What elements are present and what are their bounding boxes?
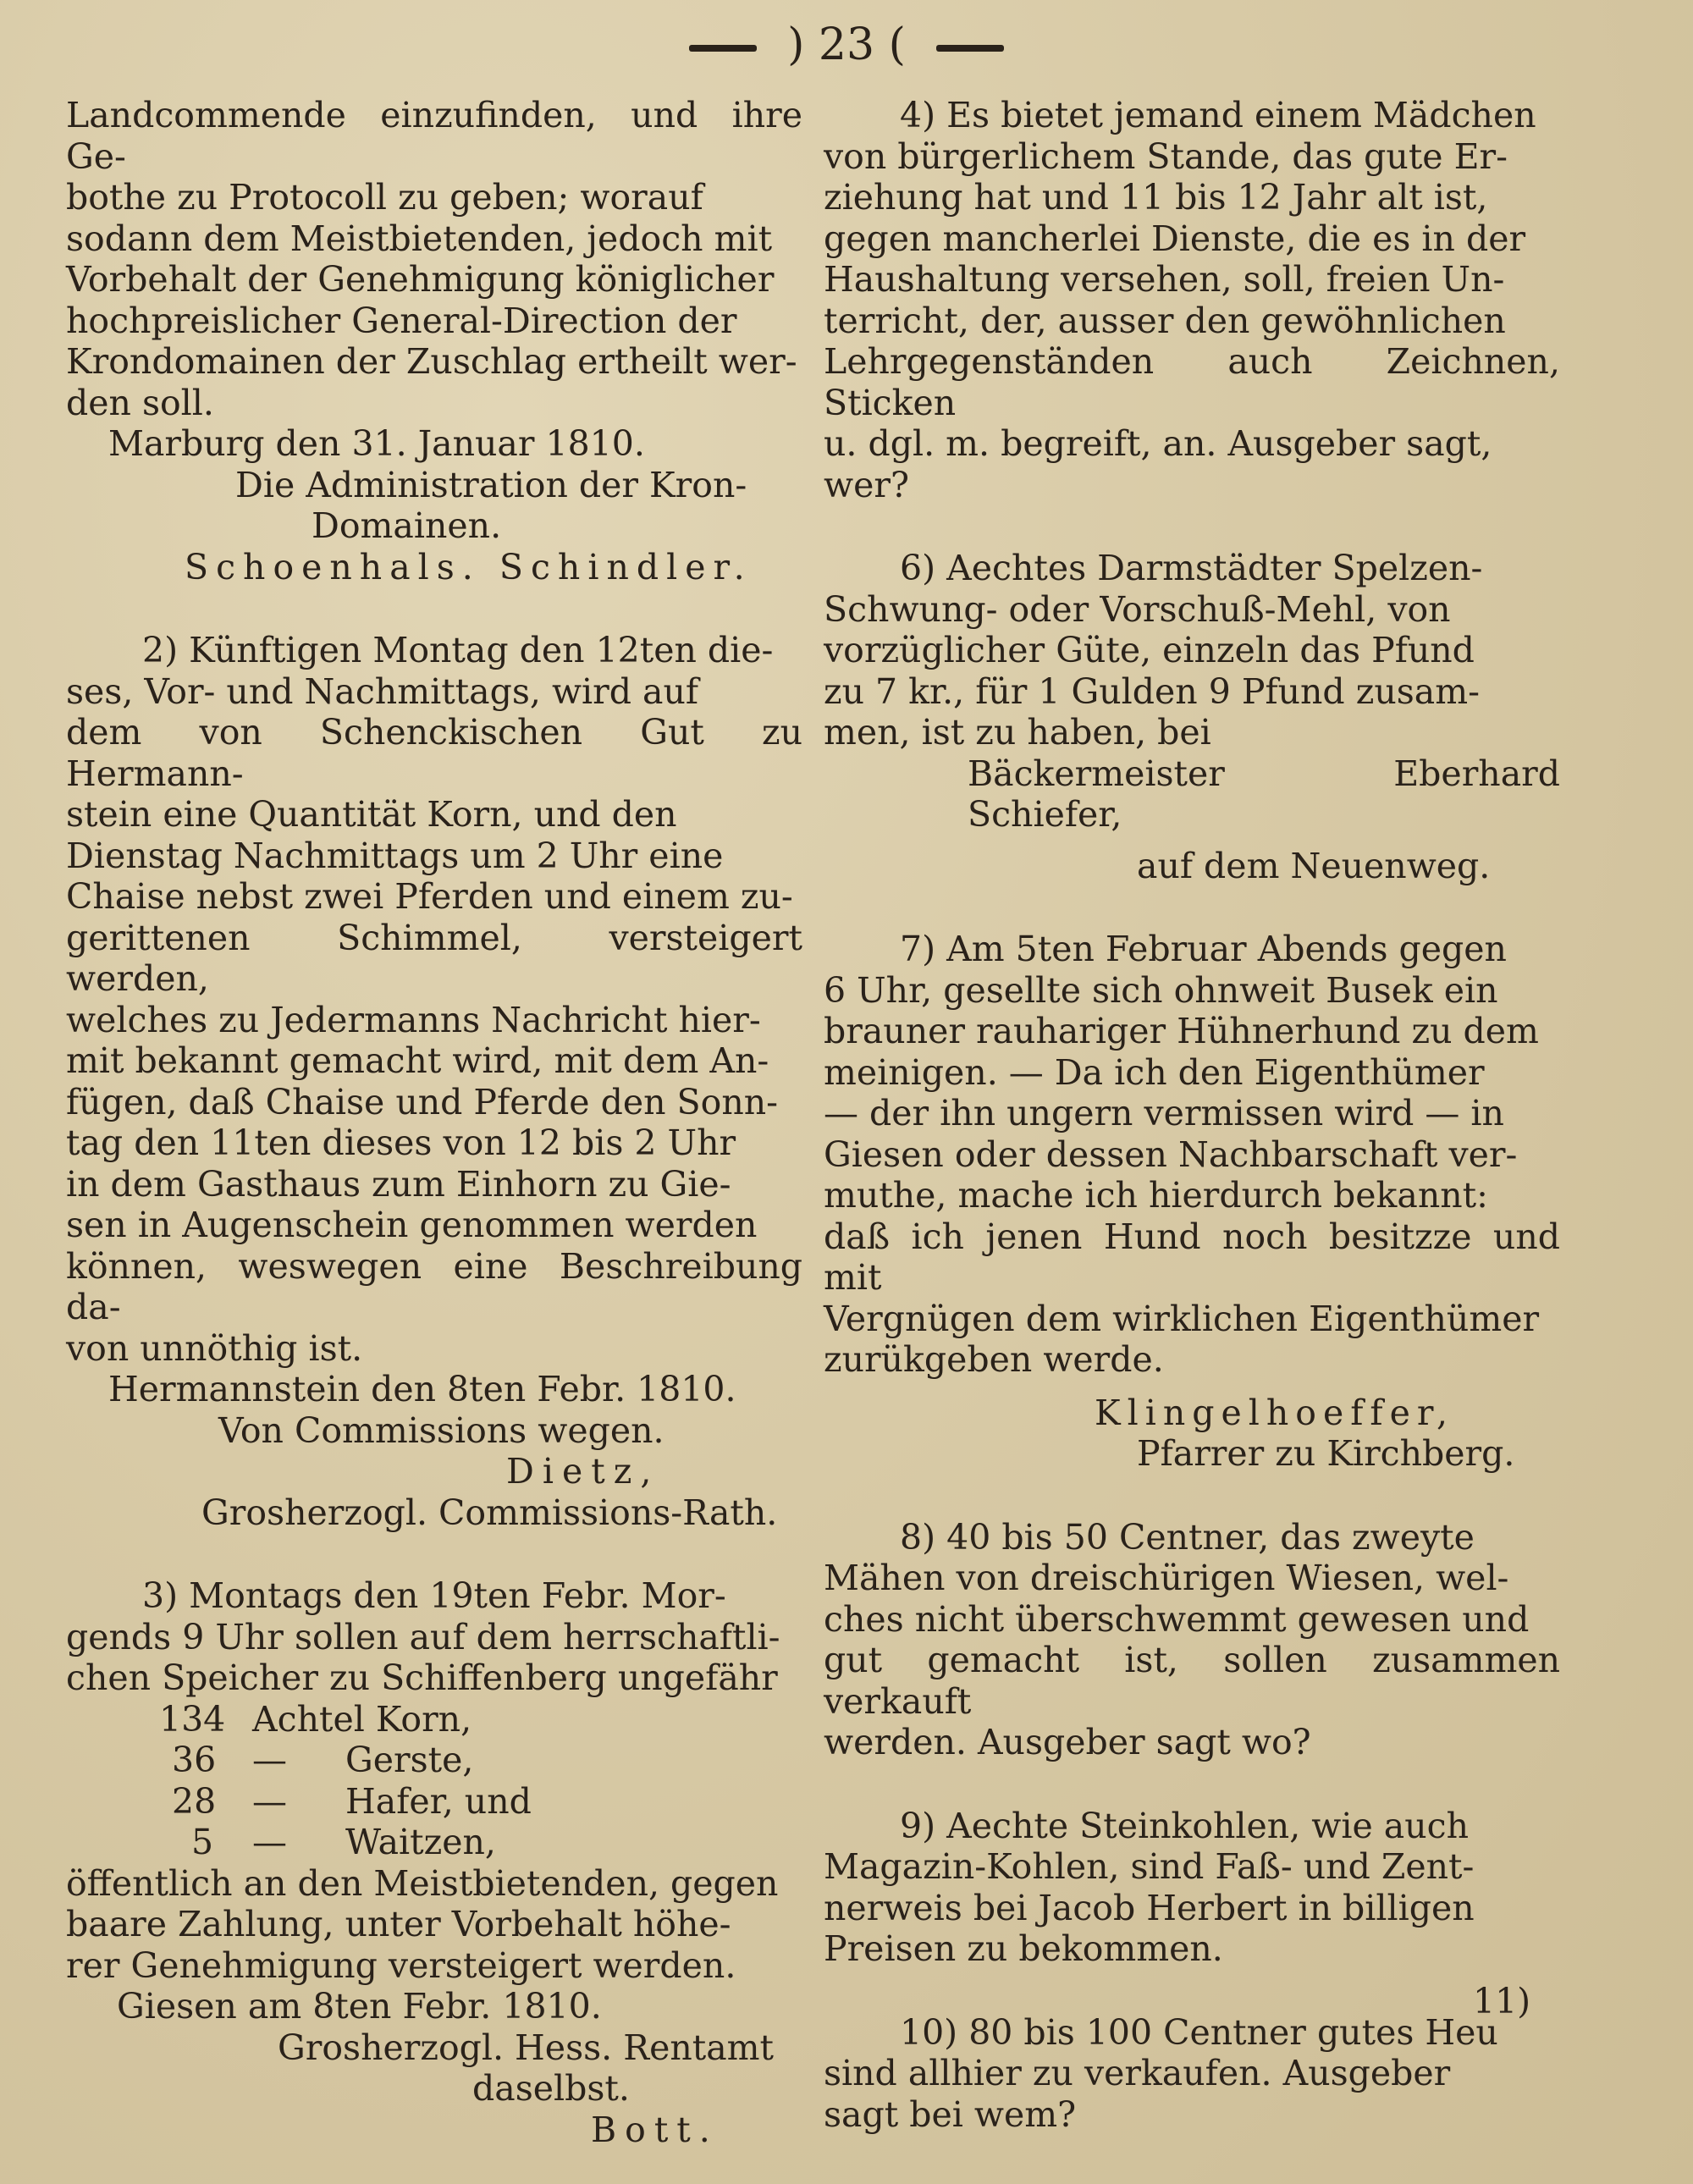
notice-4 xyxy=(824,95,1560,505)
page-header xyxy=(0,15,1693,74)
signature-line: Domainen. xyxy=(312,505,502,546)
text-line: — der ihn ungern vermissen wird — in xyxy=(824,1093,1504,1133)
text-line: terricht, der, ausser den gewöhnlichen xyxy=(824,300,1506,341)
text-line: ziehung hat und 11 bis 12 Jahr alt ist, xyxy=(824,177,1488,218)
text-line: tag den 11ten dieses von 12 bis 2 Uhr xyxy=(66,1122,736,1163)
text-line: meinigen. — Da ich den Eigenthümer xyxy=(824,1051,1485,1093)
grain-list-row xyxy=(66,1699,802,1740)
text-line: wer? xyxy=(824,464,909,505)
text-line: dem von Schenckischen Gut zu Hermann- xyxy=(66,712,802,794)
ditto-dash: — xyxy=(252,1822,287,1862)
text-line: 4) Es bietet jemand einem Mädchen xyxy=(900,95,1536,135)
text-line: Haushaltung versehen, soll, freien Un- xyxy=(824,259,1505,300)
text-line: gut gemacht ist, sollen zusammen verkauft xyxy=(824,1640,1560,1722)
text-line: den soll. xyxy=(66,382,214,423)
header-rule-right xyxy=(936,45,1004,52)
text-line: gends 9 Uhr sollen auf dem herrschaftli- xyxy=(66,1616,780,1657)
text-line: sagt bei wem? xyxy=(824,2093,1077,2135)
text-line: welches zu Jedermanns Nachricht hier- xyxy=(66,999,761,1040)
text-line: Krondomainen der Zuschlag ertheilt wer- xyxy=(66,341,797,382)
notice-date: Giesen am 8ten Febr. 1810. xyxy=(117,1986,602,2027)
spacer xyxy=(824,1763,1560,1806)
text-line: 10) 80 bis 100 Centner gutes Heu xyxy=(900,2011,1498,2053)
grain-item: Achtel Korn, xyxy=(252,1698,472,1740)
signature-line: Bäckermeister Eberhard Schiefer, xyxy=(968,753,1560,835)
text-line: fügen, daß Chaise und Pferde den Sonn- xyxy=(66,1081,778,1122)
text-line: 2) Künftigen Montag den 12ten die- xyxy=(142,630,774,670)
text-line: gerittenen Schimmel, versteigert werden, xyxy=(66,917,802,999)
text-line: Landcommende einzufinden, und ihre Ge- xyxy=(66,95,802,177)
notice-2 xyxy=(66,630,802,1533)
right-column xyxy=(824,95,1560,2135)
notice-10 xyxy=(824,2012,1560,2136)
text-line: 3) Montags den 19ten Febr. Mor- xyxy=(142,1575,726,1616)
text-line: nerweis bei Jacob Herbert in billigen xyxy=(824,1887,1475,1928)
signature-line: Pfarrer zu Kirchberg. xyxy=(1137,1433,1515,1474)
notice-3 xyxy=(66,1575,802,2150)
grain-quantity: 28 xyxy=(172,1780,217,1822)
signature-line: Grosherzogl. Hess. Rentamt xyxy=(278,2027,775,2068)
page-number: ) 23 ( xyxy=(787,19,906,70)
text-line: 6 Uhr, gesellte sich ohnweit Busek ein xyxy=(824,969,1498,1011)
grain-quantity: 5 xyxy=(191,1822,214,1862)
ditto-dash: — xyxy=(252,1780,287,1822)
text-line: Lehrgegenständen auch Zeichnen, Sticken xyxy=(824,341,1560,423)
signature-name: Dietz, xyxy=(506,1451,660,1492)
text-line: können, weswegen eine Beschreibung da- xyxy=(66,1245,802,1327)
grain-list-row xyxy=(66,1822,802,1863)
text-line: men, ist zu haben, bei xyxy=(824,712,1211,753)
signature-names: Schoenhals. Schindler. xyxy=(185,546,753,587)
text-line: 7) Am 5ten Februar Abends gegen xyxy=(900,929,1507,969)
notice-date: Marburg den 31. Januar 1810. xyxy=(108,423,645,464)
text-line: rer Genehmigung versteigert werden. xyxy=(66,1944,736,1986)
spacer xyxy=(824,505,1560,548)
signature-name: Bott. xyxy=(591,2109,719,2150)
text-line: Schwung- oder Vorschuß-Mehl, von xyxy=(824,588,1451,630)
spacer xyxy=(66,1533,802,1575)
notice-9 xyxy=(824,1806,1560,1970)
grain-list-row xyxy=(66,1740,802,1781)
text-line: zurükgeben werde. xyxy=(824,1339,1164,1380)
text-line: öffentlich an den Meistbietenden, gegen xyxy=(66,1862,779,1904)
text-line: vorzüglicher Güte, einzeln das Pfund xyxy=(824,630,1475,670)
signature-line: Grosherzogl. Commissions-Rath. xyxy=(201,1492,778,1533)
text-line: baare Zahlung, unter Vorbehalt höhe- xyxy=(66,1904,731,1944)
header-rule-left xyxy=(689,45,757,52)
left-column xyxy=(66,95,802,2150)
text-line: Vergnügen dem wirklichen Eigenthümer xyxy=(824,1298,1540,1339)
text-line: 6) Aechtes Darmstädter Spelzen- xyxy=(900,548,1483,588)
notice-6 xyxy=(824,548,1560,886)
text-line: zu 7 kr., für 1 Gulden 9 Pfund zusam- xyxy=(824,670,1480,712)
text-line: bothe zu Protocoll zu geben; worauf xyxy=(66,177,703,218)
text-line: mit bekannt gemacht wird, mit dem An- xyxy=(66,1040,769,1081)
text-line: Dienstag Nachmittags um 2 Uhr eine xyxy=(66,835,724,876)
text-line: sodann dem Meistbietenden, jedoch mit xyxy=(66,218,773,259)
text-line: in dem Gasthaus zum Einhorn zu Gie- xyxy=(66,1163,731,1205)
signature-line: auf dem Neuenweg. xyxy=(1137,845,1491,886)
text-line: ses, Vor- und Nachmittags, wird auf xyxy=(66,670,699,712)
text-line: von unnöthig ist. xyxy=(66,1327,363,1369)
text-line: sind allhier zu verkaufen. Ausgeber xyxy=(824,2053,1451,2093)
notice-date: Hermannstein den 8ten Febr. 1810. xyxy=(108,1369,736,1409)
signature-name: Klingelhoeffer, xyxy=(1095,1392,1454,1433)
text-line: Vorbehalt der Genehmigung königlicher xyxy=(66,259,775,300)
text-line: Chaise nebst zwei Pferden und einem zu- xyxy=(66,876,793,917)
text-line: muthe, mache ich hierdurch bekannt: xyxy=(824,1175,1488,1216)
notice-8 xyxy=(824,1517,1560,1763)
text-line: hochpreislicher General-Direction der xyxy=(66,300,737,341)
text-line: ches nicht überschwemmt gewesen und xyxy=(824,1598,1530,1640)
grain-quantity: 36 xyxy=(172,1740,217,1780)
signature-line: daselbst. xyxy=(472,2068,630,2109)
spacer xyxy=(824,1970,1560,2012)
text-line: u. dgl. m. begreift, an. Ausgeber sagt, xyxy=(824,423,1492,464)
notice-1-continuation xyxy=(66,95,802,587)
text-line: Giesen oder dessen Nachbarschaft ver- xyxy=(824,1133,1518,1175)
text-line: Mähen von dreischürigen Wiesen, wel- xyxy=(824,1558,1509,1598)
text-line: Magazin-Kohlen, sind Faß- und Zent- xyxy=(824,1846,1475,1887)
text-line: 9) Aechte Steinkohlen, wie auch xyxy=(900,1805,1469,1846)
text-line: von bürgerlichem Stande, das gute Er- xyxy=(824,135,1508,177)
spacer xyxy=(824,886,1560,929)
signature-line: Die Administration der Kron- xyxy=(235,464,747,505)
text-line: gegen mancherlei Dienste, die es in der xyxy=(824,218,1526,259)
signature-line: Von Commissions wegen. xyxy=(218,1409,665,1451)
text-line: stein eine Quantität Korn, und den xyxy=(66,794,677,835)
text-line: Preisen zu bekommen. xyxy=(824,1928,1223,1969)
grain-item: Gerste, xyxy=(345,1740,474,1780)
text-line: werden. Ausgeber sagt wo? xyxy=(824,1722,1311,1762)
text-line: daß ich jenen Hund noch besitzze und mit xyxy=(824,1216,1560,1298)
spacer xyxy=(66,587,802,630)
text-line: 8) 40 bis 50 Centner, das zweyte xyxy=(900,1516,1475,1558)
text-line: sen in Augenschein genommen werden xyxy=(66,1205,758,1245)
grain-list-row xyxy=(66,1781,802,1823)
notice-7 xyxy=(824,929,1560,1475)
grain-item: Waitzen, xyxy=(345,1822,496,1862)
grain-quantity: 134 xyxy=(159,1698,226,1740)
text-line: brauner rauhariger Hühnerhund zu dem xyxy=(824,1011,1539,1051)
catchword: 11) xyxy=(1473,1981,1531,2021)
ditto-dash: — xyxy=(252,1740,287,1780)
text-line: chen Speicher zu Schiffenberg ungefähr xyxy=(66,1657,778,1698)
spacer xyxy=(824,1475,1560,1517)
grain-item: Hafer, und xyxy=(345,1780,532,1822)
